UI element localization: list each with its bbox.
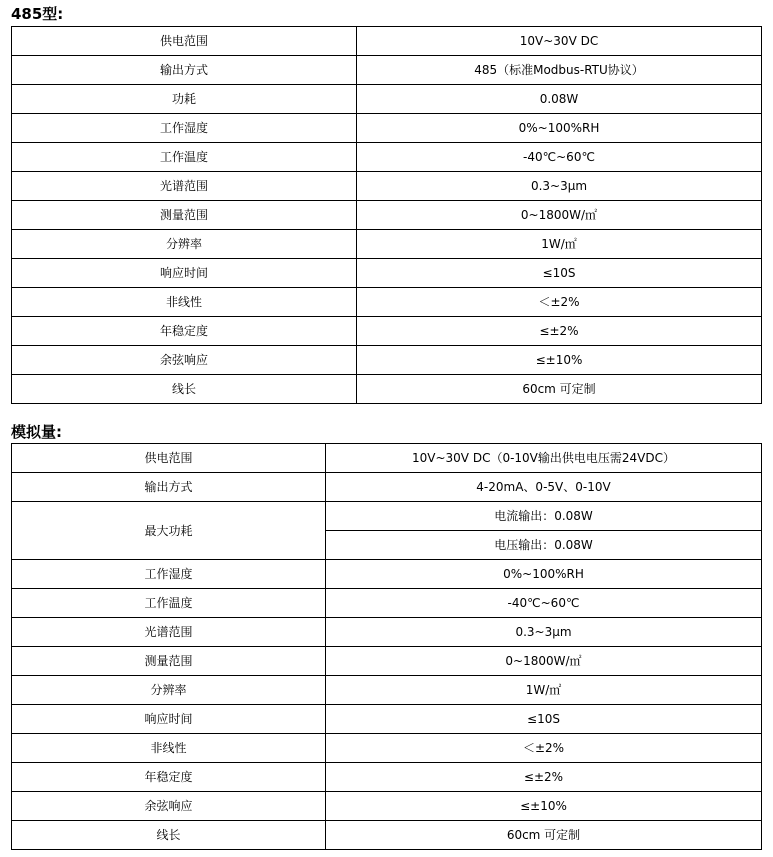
row-label: 非线性 — [12, 734, 326, 763]
table-row — [12, 201, 762, 230]
row-value: 60cm 可定制 — [357, 375, 762, 404]
row-value: 10V~30V DC — [357, 27, 762, 56]
row-value: 0.3~3μm — [326, 618, 762, 647]
row-label: 工作湿度 — [12, 560, 326, 589]
row-value: 0%~100%RH — [357, 114, 762, 143]
table-row — [12, 821, 762, 850]
row-value: 电流输出：0.08W — [326, 502, 762, 531]
row-label: 线长 — [12, 821, 326, 850]
table-row — [12, 27, 762, 56]
table-row — [12, 444, 762, 473]
row-value: ≤±10% — [326, 792, 762, 821]
table-row — [12, 734, 762, 763]
row-value: 4-20mA、0-5V、0-10V — [326, 473, 762, 502]
row-label: 测量范围 — [12, 647, 326, 676]
table-row — [12, 676, 762, 705]
table-row — [12, 317, 762, 346]
row-label: 供电范围 — [12, 444, 326, 473]
section-title-485: 485型: — [11, 5, 64, 23]
table-row — [12, 589, 762, 618]
row-value: -40℃~60℃ — [357, 143, 762, 172]
row-value: ≤±2% — [326, 763, 762, 792]
table-row — [12, 56, 762, 85]
row-label: 供电范围 — [12, 27, 357, 56]
row-value: ≤10S — [326, 705, 762, 734]
row-label: 余弦响应 — [12, 792, 326, 821]
row-value: 电压输出：0.08W — [326, 531, 762, 560]
table-row — [12, 647, 762, 676]
table-row — [12, 763, 762, 792]
row-value: ≤±2% — [357, 317, 762, 346]
table-row — [12, 172, 762, 201]
table-row — [12, 502, 762, 531]
row-label: 年稳定度 — [12, 317, 357, 346]
row-label: 年稳定度 — [12, 763, 326, 792]
row-label: 输出方式 — [12, 473, 326, 502]
table-row — [12, 85, 762, 114]
table-row — [12, 259, 762, 288]
table-row — [12, 230, 762, 259]
row-value: ≤±10% — [357, 346, 762, 375]
row-label: 工作温度 — [12, 589, 326, 618]
table-row — [12, 473, 762, 502]
row-value: 1W/㎡ — [357, 230, 762, 259]
table-row — [12, 375, 762, 404]
table-row — [12, 114, 762, 143]
table-row — [12, 346, 762, 375]
table-row — [12, 618, 762, 647]
table-row — [12, 705, 762, 734]
row-label: 工作温度 — [12, 143, 357, 172]
row-label: 响应时间 — [12, 259, 357, 288]
row-label: 光谱范围 — [12, 618, 326, 647]
row-value: 0~1800W/㎡ — [326, 647, 762, 676]
row-label: 最大功耗 — [12, 502, 326, 560]
row-label: 测量范围 — [12, 201, 357, 230]
row-value: 485（标准Modbus-RTU协议） — [357, 56, 762, 85]
row-value: ＜±2% — [326, 734, 762, 763]
row-label: 输出方式 — [12, 56, 357, 85]
spec-table-485 — [11, 26, 762, 404]
row-label: 线长 — [12, 375, 357, 404]
row-label: 功耗 — [12, 85, 357, 114]
row-label: 分辨率 — [12, 230, 357, 259]
row-value: 0~1800W/㎡ — [357, 201, 762, 230]
row-value: 0.08W — [357, 85, 762, 114]
row-label: 余弦响应 — [12, 346, 357, 375]
row-value: 10V~30V DC（0-10V输出供电电压需24VDC） — [326, 444, 762, 473]
table-row — [12, 792, 762, 821]
row-value: ＜±2% — [357, 288, 762, 317]
row-value: 60cm 可定制 — [326, 821, 762, 850]
table-row — [12, 560, 762, 589]
row-label: 工作湿度 — [12, 114, 357, 143]
row-label: 分辨率 — [12, 676, 326, 705]
row-value: 0%~100%RH — [326, 560, 762, 589]
row-label: 非线性 — [12, 288, 357, 317]
row-value: 0.3~3μm — [357, 172, 762, 201]
row-label: 响应时间 — [12, 705, 326, 734]
table-row — [12, 143, 762, 172]
row-value: 1W/㎡ — [326, 676, 762, 705]
row-value: -40℃~60℃ — [326, 589, 762, 618]
row-label: 光谱范围 — [12, 172, 357, 201]
spec-table-analog — [11, 443, 762, 850]
section-title-analog: 模拟量: — [11, 423, 62, 441]
table-row — [12, 288, 762, 317]
row-value: ≤10S — [357, 259, 762, 288]
